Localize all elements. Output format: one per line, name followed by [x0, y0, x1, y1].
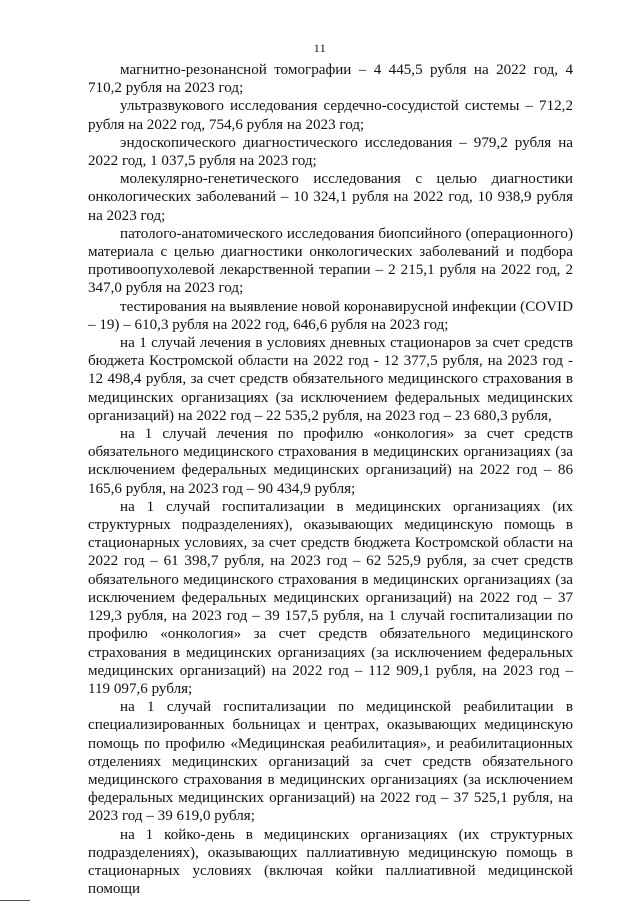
- paragraph-hospitalization: на 1 случай госпитализации в медицинских организациях (их структурных подразделениях), оказывающих медицинскую помощь в стационарных условиях, за счет средств бюджета Костромской области на 2022 год – 61 398,7 рубля, на 2023 год – 62 525,9 рубля, за счет средств обязательного медицинского страхования в медицинских организациях (за исключением федеральных медицинских организаций) на 2022 год – 37 129,3 рубля, на 2023 год – 39 157,5 рубля, на 1 случай госпитализации по профилю «онкология» за счет средств обязательного медицинского страхования в медицинских организациях (за исключением федеральных медицинских организаций) на 2022 год – 112 909,1 рубля, на 2023 год – 119 097,6 рубля;: [88, 498, 573, 697]
- paragraph-molecular-genetic: молекулярно-генетического исследования с целью диагностики онкологических заболеваний – 10 324,1 рубля на 2022 год, 10 938,9 рубля на 2023 год;: [88, 171, 573, 224]
- footer-rule: [0, 900, 30, 901]
- paragraph-ultrasound: ультразвукового исследования сердечно-сосудистой системы – 712,2 рубля на 2022 год, 754,6 рубля на 2023 год;: [88, 98, 573, 133]
- page-number: 11: [313, 41, 327, 55]
- paragraph-bed-day: на 1 койко-день в медицинских организациях (их структурных подразделениях), оказывающих паллиативную медицинскую помощь в стационарных условиях (включая койки паллиативной медицинской помощи: [88, 826, 573, 898]
- paragraph-oncology-treatment: на 1 случай лечения по профилю «онкология» за счет средств обязательного медицинского страхования в медицинских организациях (за исключением федеральных медицинских организаций) на 2022 год – 86 165,6 рубля, на 2023 год – 90 434,9 рубля;: [88, 426, 573, 497]
- paragraph-covid-testing: тестирования на выявление новой коронавирусной инфекции (COVID – 19) – 610,3 рубля на 2022 год, 646,6 рубля на 2023 год;: [88, 298, 573, 333]
- document-body: [88, 61, 573, 898]
- paragraph-endoscopy: эндоскопического диагностического исследования – 979,2 рубля на 2022 год, 1 037,5 рубля на 2023 год;: [88, 134, 573, 170]
- paragraph-day-hospital: на 1 случай лечения в условиях дневных стационаров за счет средств бюджета Костромской области на 2022 год - 12 377,5 рубля, на 2023 год - 12 498,4 рубля, за счет средств обязательного медицинского страхования в медицинских организациях (за исключением федеральных медицинских организаций) на 2022 год – 22 535,2 рубля, на 2023 год – 23 680,3 рубля,: [88, 335, 573, 424]
- paragraph-mri: магнитно-резонансной томографии – 4 445,5 рубля на 2022 год, 4 710,2 рубля на 2023 год;: [88, 62, 573, 97]
- paragraph-rehabilitation: на 1 случай госпитализации по медицинской реабилитации в специализированных больницах и центрах, оказывающих медицинскую помощь по профилю «Медицинская реабилитация», и реабилитационных отделениях медицинских организаций за счет средств обязательного медицинского страхования в медицинских организациях (за исключением федеральных медицинских организаций) на 2022 год – 37 525,1 рубля, на 2023 год – 39 619,0 рубля;: [88, 699, 573, 825]
- paragraph-pathology: патолого-анатомического исследования биопсийного (операционного) материала с целью диагностики онкологических заболеваний и подбора противоопухолевой лекарственной терапии – 2 215,1 рубля на 2022 год, 2 347,0 рубля на 2023 год;: [88, 225, 573, 297]
